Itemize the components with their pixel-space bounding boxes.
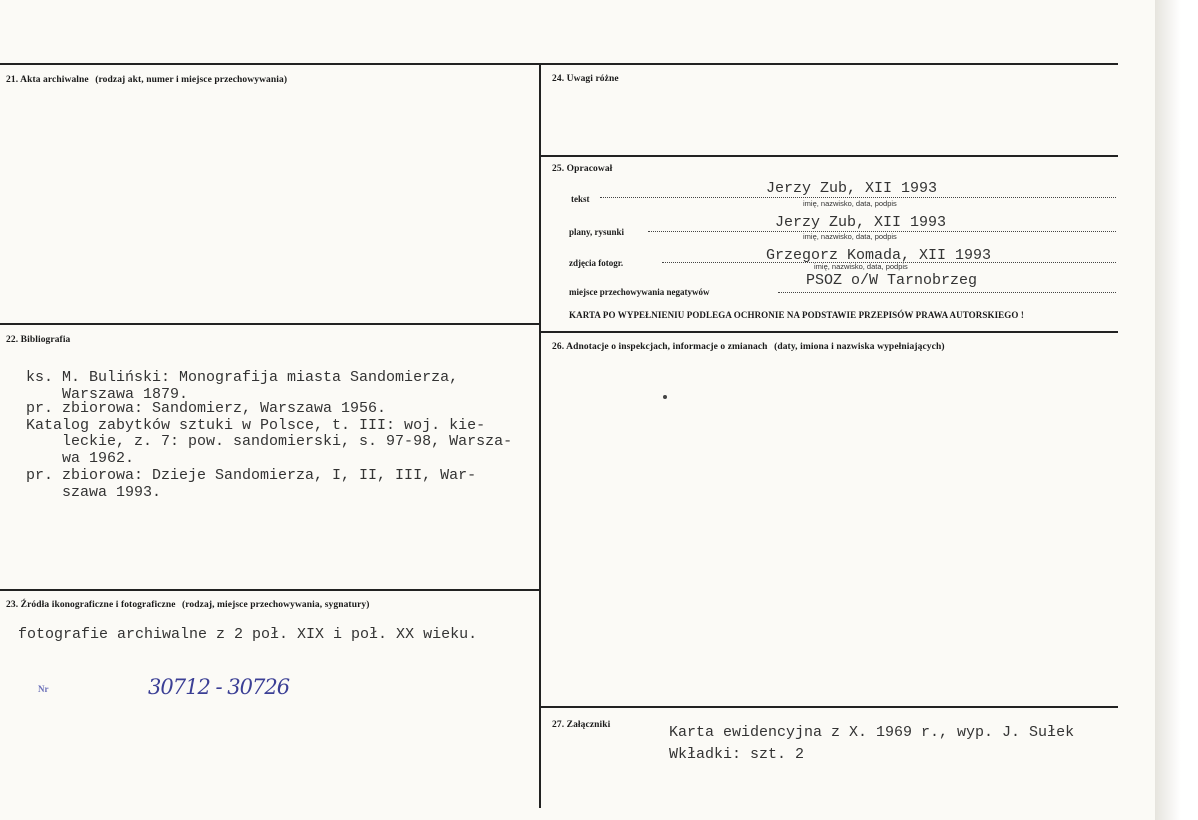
top-rule — [0, 63, 1118, 65]
attachment-line: Wkładki: szt. 2 — [669, 746, 805, 763]
rule-24-25 — [540, 155, 1118, 157]
row-negatywy-label: miejsce przechowywania negatywów — [569, 287, 710, 297]
row-tekst-label: tekst — [571, 194, 590, 204]
section-27-label: 27. Załączniki — [552, 720, 611, 730]
section-23-heading — [6, 600, 370, 610]
rule-22-23 — [0, 589, 540, 591]
section-25-label: 25. Opracował — [552, 164, 613, 174]
section-21-sublabel: (rodzaj akt, numer i miejsce przechowywania) — [95, 75, 288, 85]
row-negatywy-line — [778, 292, 1116, 293]
section-26-heading — [552, 342, 945, 352]
copyright-notice: KARTA PO WYPEŁNIENIU PODLEGA OCHRONIE NA PODSTAWIE PRZEPISÓW PRAWA AUTORSKIEGO ! — [569, 310, 1024, 320]
bibliography-line: ks. M. Buliński: Monografija miasta Sandomierza, — [26, 369, 459, 386]
row-plany-hint: imię, nazwisko, data, podpis — [803, 232, 897, 241]
section-22-label: 22. Bibliografia — [6, 335, 71, 345]
section-23-label: 23. Źródła ikonograficzne i fotograficzne — [6, 600, 176, 610]
rule-25-26 — [540, 331, 1118, 333]
iconography-text: fotografie archiwalne z 2 poł. XIX i poł. XX wieku. — [18, 626, 478, 643]
row-negatywy-value: PSOZ o/W Tarnobrzeg — [806, 272, 978, 289]
bibliography-line: pr. zbiorowa: Dzieje Sandomierza, I, II, III, War- — [26, 467, 477, 484]
section-26-sublabel: (daty, imiona i nazwiska wypełniających) — [774, 342, 945, 352]
section-21-heading — [6, 75, 287, 85]
section-26-label: 26. Adnotacje o inspekcjach, informacje o zmianach — [552, 342, 768, 352]
stamp-number-label: Nr — [38, 684, 49, 694]
bibliography-line: szawa 1993. — [26, 484, 162, 501]
row-tekst-value: Jerzy Zub, XII 1993 — [766, 180, 938, 197]
row-tekst-line — [600, 197, 1116, 198]
section-23-sublabel: (rodzaj, miejsce przechowywania, sygnatury) — [182, 600, 370, 610]
attachment-line: Karta ewidencyjna z X. 1969 r., wyp. J. Sułek — [669, 724, 1075, 741]
row-plany-value: Jerzy Zub, XII 1993 — [775, 214, 947, 231]
rule-21-22 — [0, 323, 540, 325]
section-21-label: 21. Akta archiwalne — [6, 75, 89, 85]
rule-26-27 — [540, 706, 1118, 708]
bibliography-line: Warszawa 1879. — [26, 386, 189, 403]
section-24-label: 24. Uwagi różne — [552, 74, 619, 84]
page-edge — [1155, 0, 1198, 820]
bibliography-line: pr. zbiorowa: Sandomierz, Warszawa 1956. — [26, 400, 387, 417]
row-plany-label: plany, rysunki — [569, 227, 625, 237]
center-rule — [539, 63, 541, 808]
row-zdjecia-value: Grzegorz Komada, XII 1993 — [766, 247, 992, 264]
row-zdjecia-hint: imię, nazwisko, data, podpis — [814, 262, 908, 271]
bibliography-line: leckie, z. 7: pow. sandomierski, s. 97-98, Warsza- — [26, 433, 513, 450]
ink-speck — [663, 395, 667, 399]
handwritten-signature-range: 30712 - 30726 — [148, 675, 290, 699]
row-tekst-hint: imię, nazwisko, data, podpis — [803, 199, 897, 208]
bibliography-line: wa 1962. — [26, 450, 135, 467]
bibliography-line: Katalog zabytków sztuki w Polsce, t. III: woj. kie- — [26, 417, 486, 434]
row-zdjecia-label: zdjęcia fotogr. — [569, 258, 624, 268]
